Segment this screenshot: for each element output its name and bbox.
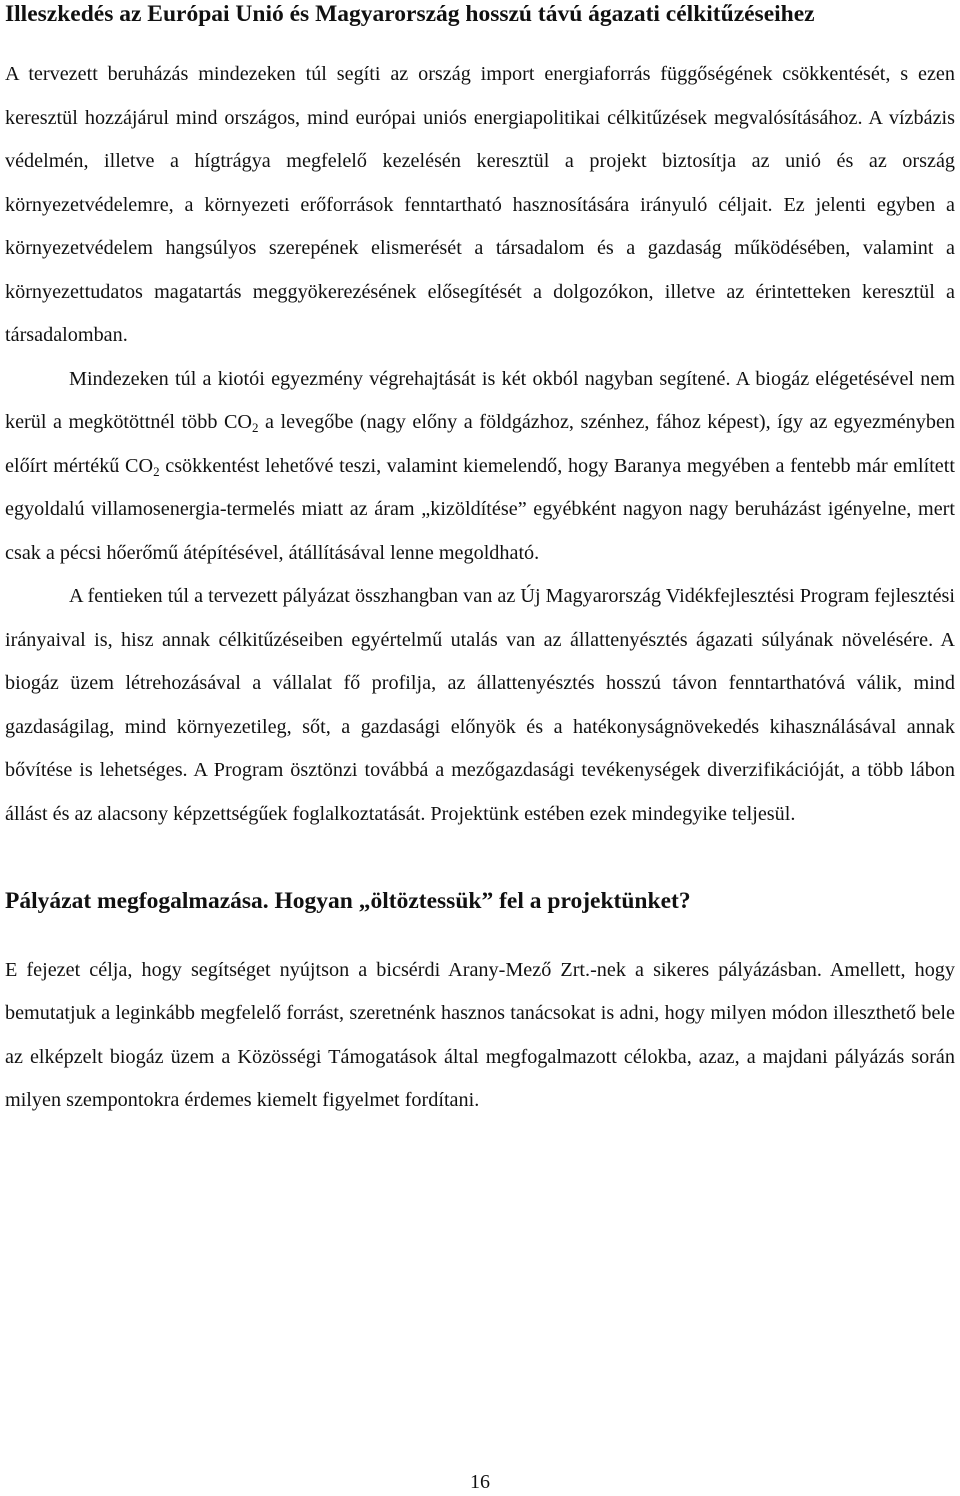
co2-subscript: 2 [153,463,160,479]
co2-subscript: 2 [252,420,259,435]
section-heading-application: Pályázat megfogalmazása. Hogyan „öltöztessük” fel a projektünket? [5,888,691,914]
paragraph-kyoto [5,358,955,576]
section-heading-eu-alignment: Illeszkedés az Európai Unió és Magyarország hosszú távú ágazati célkitűzéseihez [5,1,815,27]
page-number: 16 [470,1471,490,1493]
paragraph-energy-policy: A tervezett beruházás mindezeken túl segíti az ország import energiaforrás függőségének csökkentését, s ezen keresztül hozzájárul mind országos, mind európai uniós energiapolitikai célkitűzések megvalósításához. A vízbázis védelmén, illetve a hígtrágya megfelelő kezelésén keresztül a projekt biztosítja az unió és az ország környezetvédelemre, a környezeti erőforrások fenntartható hasznosítására irányuló céljait. Ez jelenti egyben a környezetvédelem hangsúlyos szerepének elismerését a társadalom és a gazdaság működésében, valamint a környezettudatos magatartás meggyökerezésének elősegítését a dolgozókon, illetve az érintetteken keresztül a társadalomban. [5,63,955,346]
paragraph-chapter-purpose: E fejezet célja, hogy segítséget nyújtson a bicsérdi Arany-Mező Zrt.-nek a sikeres pályázásban. Amellett, hogy bemutatjuk a leginkább megfelelő forrást, szeretnénk hasznos tanácsokat is adni, hogy milyen módon illeszthető bele az elképzelt biogáz üzem a Közösségi Támogatások által megfogalmazott célokba, azaz, a majdani pályázás során milyen szempontokra érdemes kiemelt figyelmet fordítani. [5,958,955,1111]
paragraph-rural-development: A fentieken túl a tervezett pályázat összhangban van az Új Magyarország Vidékfejlesztési Program fejlesztési irányaival is, hisz annak célkitűzéseiben egyértelmű utalás van az állattenyésztés ágazati súlyának növelésére. A biogáz üzem létrehozásával a vállalat fő profilja, az állattenyésztés hosszú távon fenntarthatóvá válik, mind gazdaságilag, mind környezetileg, sőt, a gazdasági előnyök és a hatékonyságnövekedés kihasználásával annak bővítése is lehetséges. A Program ösztönzi továbbá a mezőgazdasági tevékenységek diverzifikációját, a több lábon állást és az alacsony képzettségűek foglalkoztatását. Projektünk estében ezek mindegyike teljesül. [5,585,955,825]
paragraph-kyoto-text-3: csökkentést lehetővé teszi, valamint kiemelendő, hogy Baranya megyében a fentebb már említett egyoldalú villamosenergia-termelés miatt az áram „kizöldítése” egyébként nagyon nagy beruházást igényelne, mert csak a pécsi hőerőmű átépítésével, átállításával lenne megoldható. [5,454,955,564]
document-page [5,0,955,1123]
paragraph-kyoto-text-2: a levegőbe (nagy előny a földgázhoz, szénhez, fához képest), így az egyezményben előírt mértékű CO [5,411,955,477]
paragraph-kyoto-text-1: Mindezeken túl a kiotói egyezmény végrehajtását is két okból nagyban segítené. A biogáz elégetésével nem kerül a megkötöttnél több CO [5,367,955,433]
